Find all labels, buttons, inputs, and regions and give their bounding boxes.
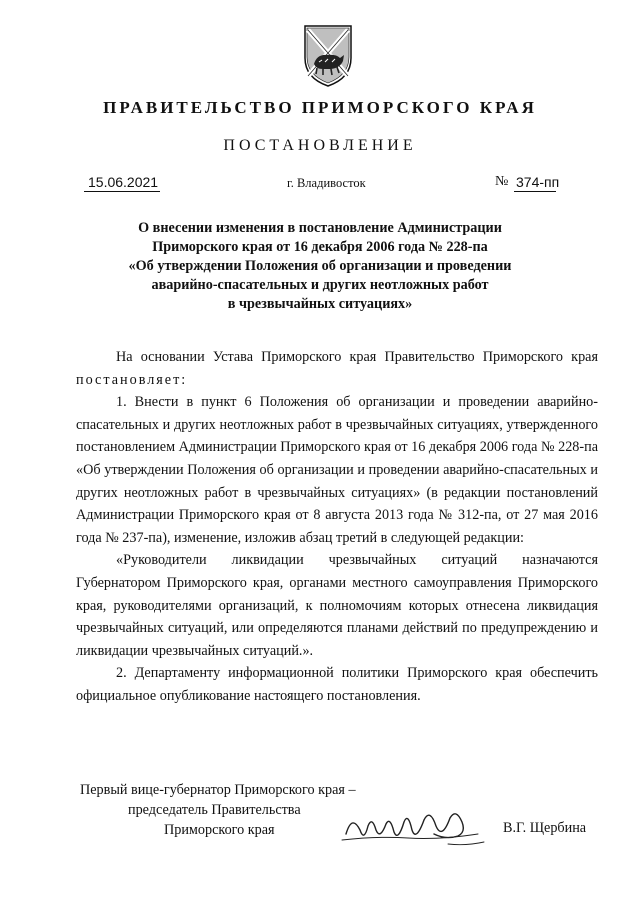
document-date: 15.06.2021 [88, 174, 159, 190]
intro-paragraph [76, 346, 598, 391]
quote-paragraph: «Руководители ликвидации чрезвычайных ситуаций назначаются Губернатором Приморского края, органами местного самоуправления Приморского края, руководителями организаций, к полномочиям которых отнесена ликвидация чрезвычайных ситуаций, или определяются планами действий по предупреждению и ликвидации чрезвычайных ситуаций.». [76, 552, 598, 659]
document-number: 374-пп [516, 174, 560, 190]
handwritten-signature [338, 800, 488, 860]
heading-line: Приморского края от 16 декабря 2006 года № 228-па [152, 239, 488, 255]
government-title: ПРАВИТЕЛЬСТВО ПРИМОРСКОГО КРАЯ [103, 98, 537, 117]
primorsky-coat-of-arms-icon [303, 24, 353, 88]
item-2-paragraph: 2. Департаменту информационной политики Приморского края обеспечить официальное опубликование настоящего постановления. [76, 665, 598, 704]
number-label: № [495, 174, 509, 189]
signatory-name: В.Г. Щербина [503, 820, 587, 836]
heading-line: «Об утверждении Положения об организации и проведении [128, 258, 512, 274]
position-line: Первый вице-губернатор Приморского края – [80, 782, 356, 798]
position-line: Приморского края [164, 822, 275, 838]
position-line: председатель Правительства [128, 802, 301, 818]
signatory-position [80, 780, 356, 840]
heading-line: аварийно-спасательных и других неотложных работ [151, 277, 489, 293]
heading-line: О внесении изменения в постановление Администрации [138, 220, 502, 236]
document-city: г. Владивосток [287, 176, 366, 190]
intro-text: На основании Устава Приморского края Правительство Приморского края [116, 349, 598, 365]
heading-line: в чрезвычайных ситуациях» [227, 296, 413, 312]
intro-action: постановляет: [76, 371, 188, 388]
date-underline [84, 191, 160, 192]
number-underline [514, 191, 556, 192]
document-body [76, 346, 598, 708]
document-type: ПОСТАНОВЛЕНИЕ [223, 137, 417, 154]
item-1-paragraph: 1. Внести в пункт 6 Положения об организации и проведении аварийно-спасательных и других неотложных работ в чрезвычайных ситуациях, утвержденного постановлением Администрации Приморского края от 16 декабря 2006 года № 228-па «Об утверждении Положения об организации и проведении аварийно-спасательных и других неотложных работ в чрезвычайных ситуациях» (в редакции постановлений Администрации Приморского края от 8 августа 2013 года № 312-па, от 27 мая 2016 года № 237-па), изменение, изложив абзац третий в следующей редакции: [76, 394, 598, 546]
document-heading [90, 219, 550, 314]
